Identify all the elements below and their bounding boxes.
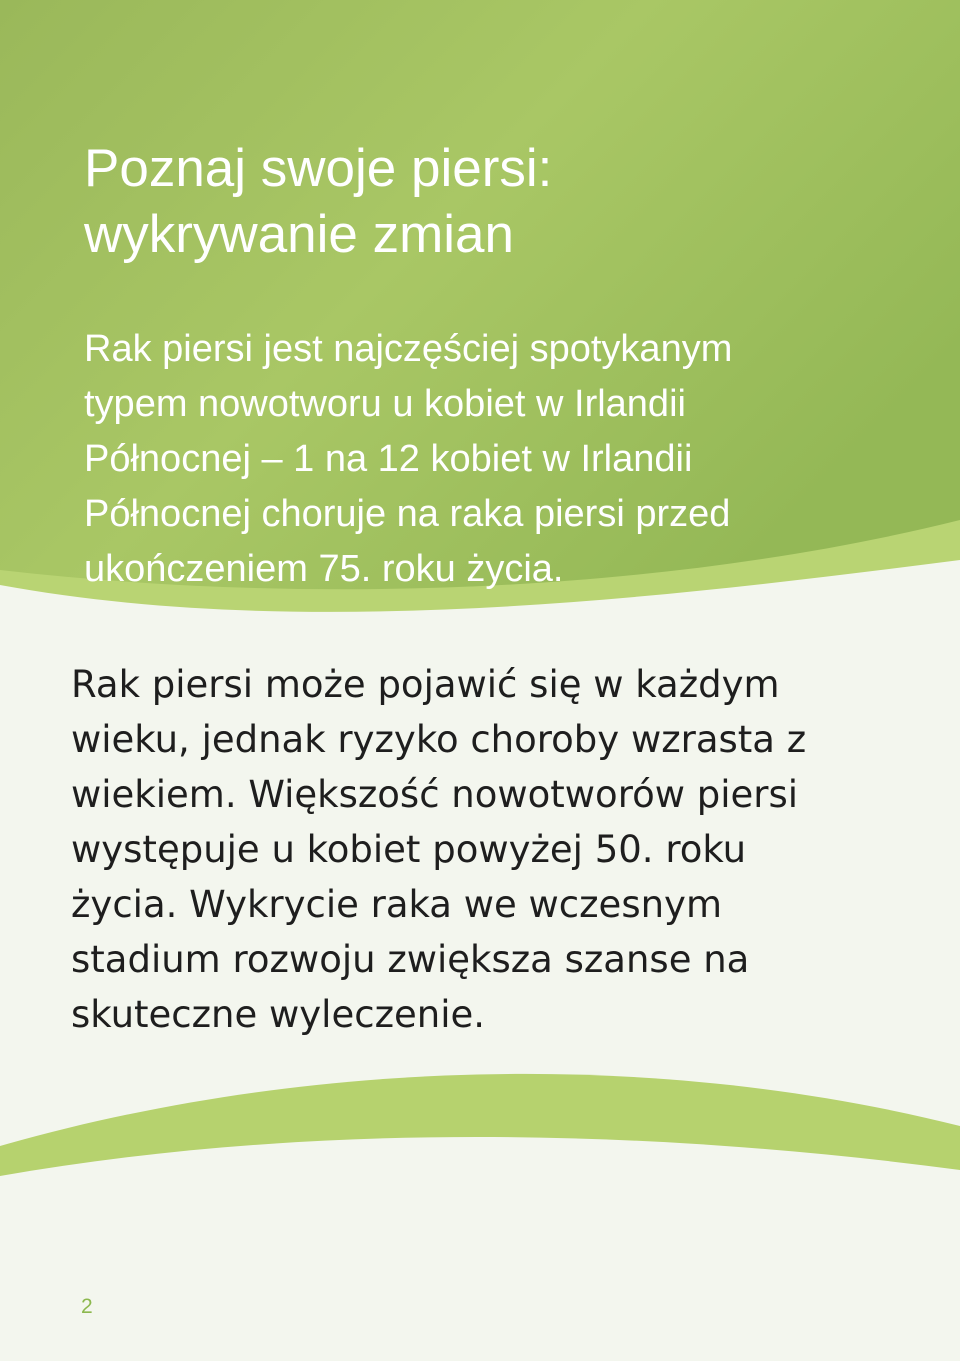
- title-line: wykrywanie zmian: [84, 205, 515, 264]
- intro-line: ukończeniem 75. roku życia.: [84, 548, 564, 590]
- page-number: 2: [81, 1295, 93, 1318]
- body-paragraph: [71, 657, 931, 1042]
- body-line: wiekiem. Większość nowotworów piersi: [71, 773, 799, 816]
- body-line: skuteczne wyleczenie.: [71, 993, 486, 1036]
- intro-line: Północnej choruje na raka piersi przed: [84, 493, 731, 535]
- body-line: życia. Wykrycie raka we wczesnym: [71, 883, 722, 926]
- intro-paragraph: [84, 322, 904, 597]
- title-line: Poznaj swoje piersi:: [84, 139, 553, 198]
- body-line: występuje u kobiet powyżej 50. roku: [71, 828, 747, 871]
- intro-line: Północnej – 1 na 12 kobiet w Irlandii: [84, 438, 693, 480]
- body-line: Rak piersi może pojawić się w każdym: [71, 663, 780, 706]
- bottom-light-panel: [0, 1137, 960, 1361]
- body-line: stadium rozwoju zwiększa szanse na: [71, 938, 750, 981]
- page-title: [84, 136, 884, 268]
- body-line: wieku, jednak ryzyko choroby wzrasta z: [71, 718, 807, 761]
- intro-line: typem nowotworu u kobiet w Irlandii: [84, 383, 686, 425]
- intro-line: Rak piersi jest najczęściej spotykanym: [84, 328, 733, 370]
